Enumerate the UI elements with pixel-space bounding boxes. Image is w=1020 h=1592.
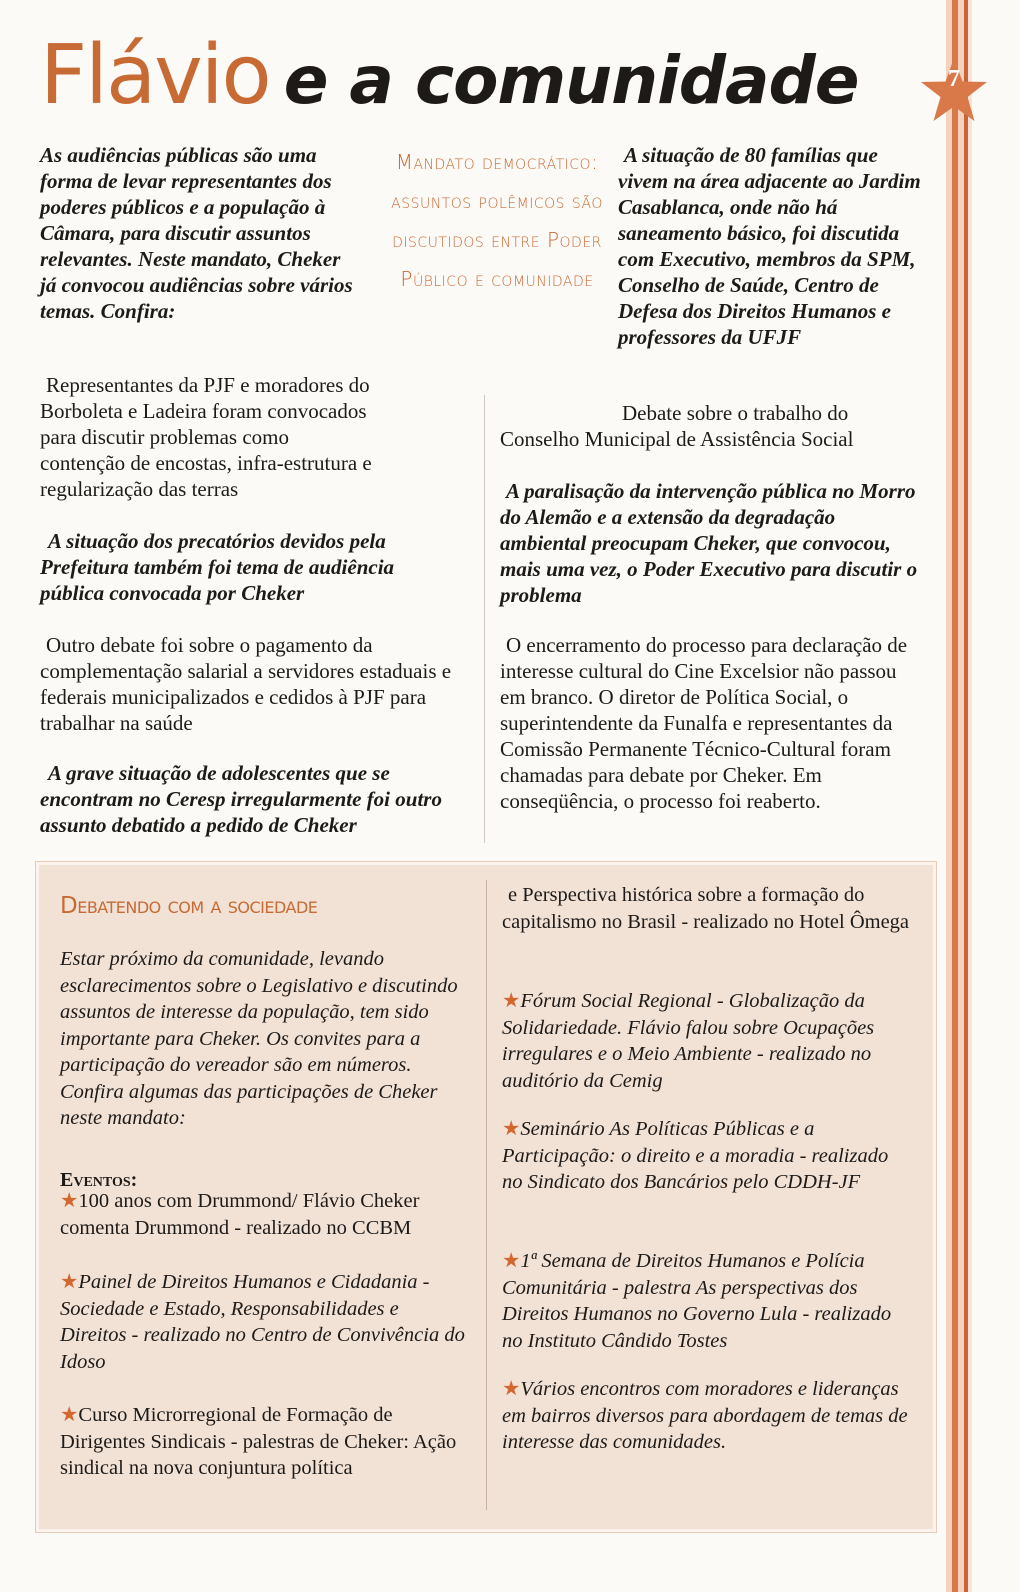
event-item: ★Curso Microrregional de Formação de Dirigentes Sindicais - palestras de Cheker: Ação sindical na nova conjuntura política [60,1404,457,1479]
star-bullet-icon: ★ [502,1378,521,1400]
box-intro: Estar próximo da comunidade, levando esclarecimentos sobre o Legislativo e discutindo assuntos de interesse da população, tem sido importante para Cheker. Os convites para a participação do vereador são em números. Confira algumas das participações de Cheker neste mandato: [60,948,458,1129]
star-bullet-icon: ★ [60,1404,79,1426]
title-name: Flávio [40,28,270,123]
box-title: Debatendo com a sociedade [60,893,318,919]
title-subtitle: e a comunidade [283,42,859,119]
event-item: ★Painel de Direitos Humanos e Cidadania - Sociedade e Estado, Responsabilidades e Direitos - realizado no Centro de Convivência do Idoso [60,1271,465,1373]
pull-quote: Mandato democrático: assuntos polêmicos são discutidos entre Poder Público e comunidade [391,150,603,291]
article-paragraph: A grave situação de adolescentes que se encontram no Ceresp irregularmente foi outro assunto debatido a pedido de Cheker [40,761,442,837]
intro-paragraph: As audiências públicas são uma forma de levar representantes dos poderes públicos e a população à Câmara, para discutir assuntos relevantes. Neste mandato, Cheker já convocou audiências sobre vários temas. Confira: [40,143,353,323]
event-item: ★100 anos com Drummond/ Flávio Cheker comenta Drummond - realizado no CCBM [60,1190,420,1239]
event-item: ★1ª Semana de Direitos Humanos e Polícia Comunitária - palestra As perspectivas dos Direitos Humanos no Governo Lula - realizado no Instituto Cândido Tostes [502,1250,892,1352]
article-paragraph: Debate sobre o trabalho do Conselho Municipal de Assistência Social [500,401,854,451]
star-bullet-icon: ★ [502,990,521,1012]
star-bullet-icon: ★ [60,1190,79,1212]
article-paragraph: A situação de 80 famílias que vivem na área adjacente ao Jardim Casablanca, onde não há saneamento básico, foi discutida com Executivo, membros da SPM, Conselho de Saúde, Centro de Defesa dos Direitos Humanos e professores da UFJF [618,143,921,349]
article-paragraph: Representantes da PJF e moradores do Borboleta e Ladeira foram convocados para discutir problemas como contenção de encostas, infra-estrutura e regularização das terras [40,373,372,501]
side-decorative-rule [946,0,972,1592]
star-bullet-icon: ★ [502,1118,521,1140]
event-item: ★Fórum Social Regional - Globalização da Solidariedade. Flávio falou sobre Ocupações irregulares e o Meio Ambiente - realizado no auditório da Cemig [502,990,875,1092]
column-divider [484,395,485,843]
article-paragraph: Outro debate foi sobre o pagamento da complementação salarial a servidores estaduais e federais municipalizados e cedidos à PJF para trabalhar na saúde [40,633,452,735]
article-paragraph: A situação dos precatórios devidos pela Prefeitura também foi tema de audiência pública convocada por Cheker [40,529,395,605]
article-paragraph: A paralisação da intervenção pública no Morro do Alemão e a extensão da degradação ambiental preocupam Cheker, que convocou, mais uma vez, o Poder Executivo para discutir o problema [500,479,918,607]
article-paragraph: O encerramento do processo para declaração de interesse cultural do Cine Excelsior não passou em branco. O diretor de Política Social, o superintendente da Funalfa e representantes da Comissão Permanente Técnico-Cultural foram chamadas para debate por Cheker. Em conseqüência, o processo foi reaberto. [500,633,908,813]
star-bullet-icon: ★ [60,1271,79,1293]
event-item: ★Seminário As Políticas Públicas e a Participação: o direito e a moradia - realizado no Sindicato dos Bancários pelo CDDH-JF [502,1118,889,1193]
event-item: ★Vários encontros com moradores e lideranças em bairros diversos para abordagem de temas de interesse das comunidades. [502,1378,908,1453]
events-heading: Eventos: [60,1169,138,1191]
box-column-divider [486,880,487,1510]
page-number: 7 [948,66,960,92]
star-bullet-icon: ★ [502,1250,521,1272]
page-title [40,28,859,123]
event-continuation: e Perspectiva histórica sobre a formação do capitalismo no Brasil - realizado no Hotel Ômega [502,884,910,933]
